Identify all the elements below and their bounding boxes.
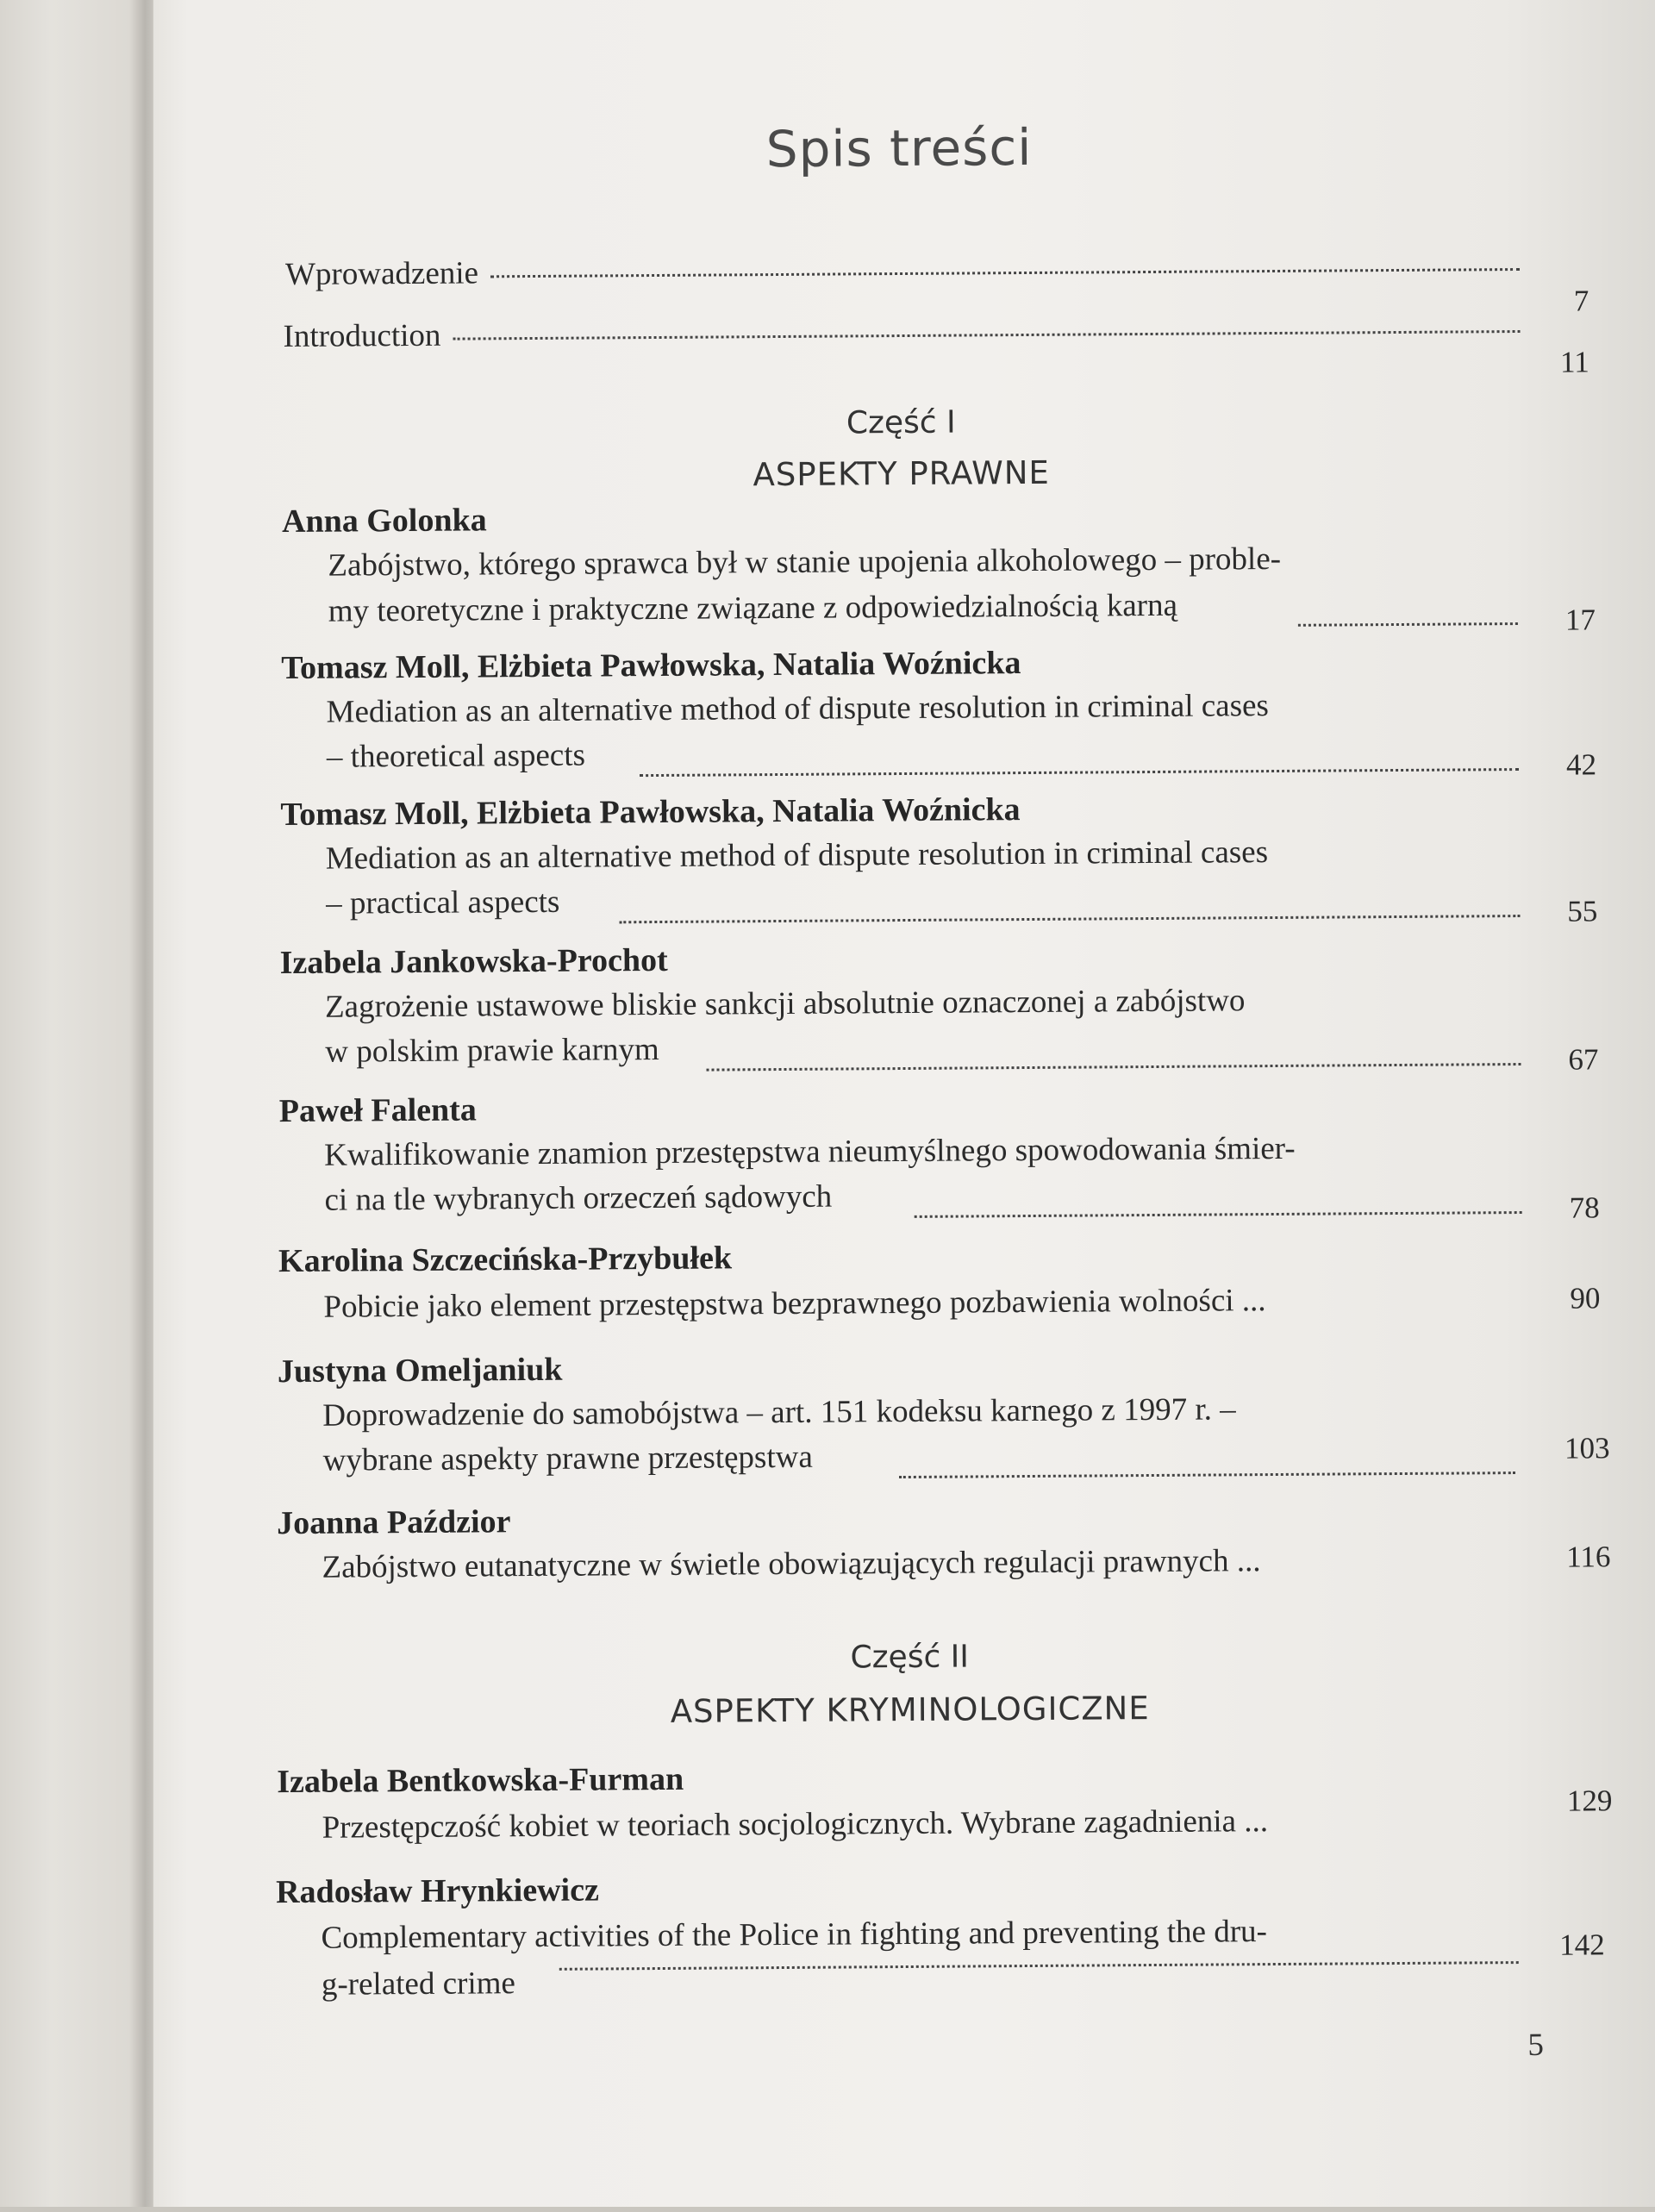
entry-title-line: my teoretyczne i praktyczne związane z odpowiedzialnością karną: [328, 587, 1178, 629]
dot-leader: [453, 330, 1520, 341]
entry-author: Joanna Paździor: [277, 1503, 511, 1542]
page-folio-number: 5: [1527, 2027, 1545, 2063]
toc-page-number: 11: [1559, 345, 1589, 379]
toc-page-number: 7: [1573, 284, 1589, 318]
entry-author: Karolina Szczecińska-Przybułek: [278, 1240, 733, 1280]
entry-title-line: ci na tle wybranych orzeczeń sądowych: [324, 1178, 833, 1218]
entry-author: Izabela Jankowska-Prochot: [279, 941, 668, 982]
part-number: Część II: [850, 1639, 970, 1676]
toc-page-number: 67: [1568, 1042, 1599, 1077]
toc-page-number: 55: [1567, 894, 1598, 928]
entry-title-line: Complementary activities of the Police in fighting and preventing the dru-: [321, 1914, 1268, 1956]
dot-leader: [706, 1063, 1521, 1072]
toc-front-wprowadzenie: [285, 247, 1527, 293]
page-title: Spis treści: [765, 117, 1033, 179]
toc-page-number: 90: [1570, 1281, 1601, 1315]
dot-leader: [490, 268, 1520, 278]
entry-title-line: Doprowadzenie do samobójstwa – art. 151 kodeksu karnego z 1997 r. –: [322, 1391, 1236, 1434]
entry-author: Tomasz Moll, Elżbieta Pawłowska, Natalia Woźnicka: [280, 791, 1021, 834]
toc-label: Wprowadzenie: [284, 255, 479, 292]
entry-title-line: Mediation as an alternative method of dispute resolution in criminal cases: [325, 834, 1269, 877]
toc-page-number: 78: [1569, 1190, 1600, 1225]
book-page: [153, 0, 1655, 2207]
entry-author: Anna Golonka: [281, 502, 487, 541]
entry-author: Justyna Omeljaniuk: [277, 1351, 563, 1390]
entry-author: Izabela Bentkowska-Furman: [277, 1760, 684, 1801]
entry-title-line: Zagrożenie ustawowe bliskie sankcji absolutnie oznaczonej a zabójstwo: [324, 983, 1246, 1025]
entry-title-line: wybrane aspekty prawne przestępstwa: [322, 1439, 813, 1478]
toc-page-number: 116: [1566, 1540, 1611, 1574]
toc-page-number: 17: [1564, 603, 1596, 637]
entry-title-line: Mediation as an alternative method of dispute resolution in criminal cases: [326, 688, 1269, 730]
entry-title-line: g-related crime: [321, 1965, 515, 2003]
part-title: ASPEKTY PRAWNE: [753, 453, 1050, 494]
entry-title-line: Kwalifikowanie znamion przestępstwa nieumyślnego spowodowania śmier-: [324, 1130, 1296, 1173]
toc-label: Introduction: [283, 317, 441, 355]
entry-title-line: – theoretical aspects: [326, 737, 586, 775]
dot-leader: [915, 1211, 1522, 1218]
part-title: ASPEKTY KRYMINOLOGICZNE: [670, 1690, 1150, 1730]
entry-title-line: Zabójstwo eutanatyczne w świetle obowiązujących regulacji prawnych ...: [322, 1543, 1261, 1585]
toc-content: [147, 0, 1655, 2212]
dot-leader: [640, 768, 1519, 777]
toc-page-number: 142: [1558, 1928, 1605, 1962]
dot-leader: [559, 1961, 1519, 1971]
toc-page-number: 129: [1566, 1784, 1613, 1818]
toc-front-introduction: [283, 309, 1527, 355]
toc-page-number: 103: [1564, 1431, 1610, 1465]
dot-leader: [1298, 622, 1518, 627]
entry-title-line: w polskim prawie karnym: [325, 1031, 659, 1070]
dot-leader: [899, 1472, 1515, 1478]
entry-title-line: Pobicie jako element przestępstwa bezprawnego pozbawienia wolności ...: [323, 1283, 1266, 1325]
dot-leader: [619, 915, 1520, 923]
entry-title-line: Przestępczość kobiet w teoriach socjologicznych. Wybrane zagadnienia ...: [322, 1803, 1269, 1846]
entry-author: Radosław Hrynkiewicz: [276, 1871, 600, 1911]
entry-title-line: Zabójstwo, którego sprawca był w stanie upojenia alkoholowego – proble-: [328, 541, 1282, 584]
toc-page-number: 42: [1565, 747, 1597, 782]
entry-title-line: – practical aspects: [326, 884, 560, 922]
part-number: Część I: [846, 404, 956, 441]
entry-author: Tomasz Moll, Elżbieta Pawłowska, Natalia Woźnicka: [281, 645, 1021, 687]
entry-author: Paweł Falenta: [278, 1091, 477, 1130]
